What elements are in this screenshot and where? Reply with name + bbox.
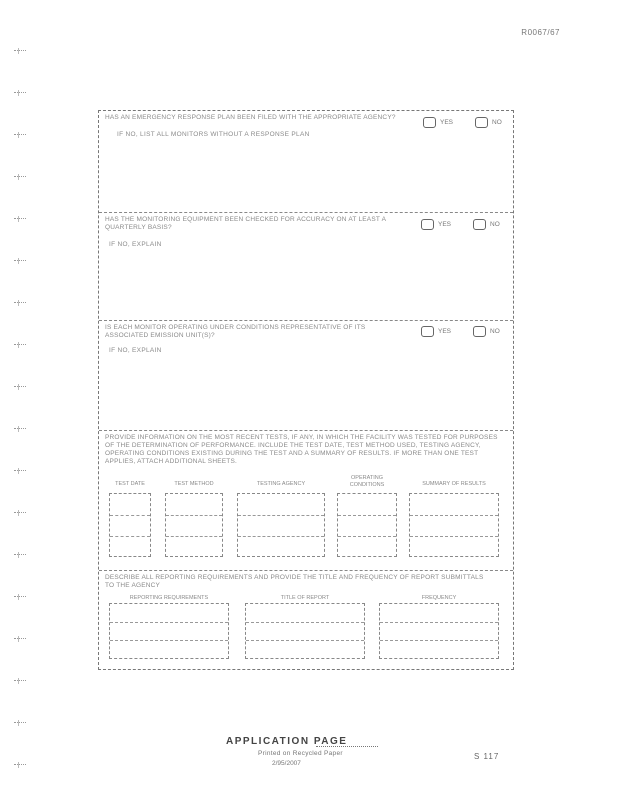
yes-checkbox-icon[interactable] bbox=[421, 326, 434, 337]
page-title: APPLICATION PAGE bbox=[226, 736, 348, 747]
question-label: HAS AN EMERGENCY RESPONSE PLAN BEEN FILED WITH THE APPROPRIATE AGENCY? bbox=[105, 114, 396, 121]
yes-option[interactable] bbox=[423, 117, 453, 128]
testing-agency-cells[interactable] bbox=[237, 493, 325, 557]
question-sub: IF NO, LIST ALL MONITORS WITHOUT A RESPONSE PLAN bbox=[117, 131, 310, 138]
section-reporting bbox=[99, 571, 513, 671]
yes-label: YES bbox=[438, 328, 452, 336]
reporting-requirements-cells[interactable] bbox=[109, 603, 229, 659]
application-form bbox=[98, 110, 514, 670]
column-header: REPORTING REQUIREMENTS bbox=[129, 595, 209, 601]
summary-results-cells[interactable] bbox=[409, 493, 499, 557]
no-label: NO bbox=[490, 328, 500, 336]
question-sub: IF NO, EXPLAIN bbox=[109, 241, 162, 248]
no-option[interactable] bbox=[473, 326, 500, 337]
no-checkbox-icon[interactable] bbox=[473, 326, 486, 337]
no-option[interactable] bbox=[475, 117, 502, 128]
yes-checkbox-icon[interactable] bbox=[421, 219, 434, 230]
column-header: FREQUENCY bbox=[421, 595, 457, 601]
footer-rule bbox=[316, 746, 378, 747]
report-title-cells[interactable] bbox=[245, 603, 365, 659]
yes-option[interactable] bbox=[421, 326, 451, 337]
test-method-cells[interactable] bbox=[165, 493, 223, 557]
binding-edge-marks bbox=[14, 30, 26, 790]
footer-date: 2/95/2007 bbox=[272, 760, 301, 767]
column-header: TESTING AGENCY bbox=[256, 481, 306, 487]
no-label: NO bbox=[490, 221, 500, 229]
yes-checkbox-icon[interactable] bbox=[423, 117, 436, 128]
yes-label: YES bbox=[440, 119, 454, 127]
column-header: TEST METHOD bbox=[174, 481, 214, 487]
section-accuracy-check bbox=[99, 213, 513, 321]
column-header: SUMMARY OF RESULTS bbox=[422, 481, 486, 487]
yes-label: YES bbox=[438, 221, 452, 229]
column-header: TITLE OF REPORT bbox=[280, 595, 330, 601]
recycled-paper-note: Printed on Recycled Paper bbox=[258, 750, 343, 757]
page-number: S 117 bbox=[474, 752, 500, 761]
no-checkbox-icon[interactable] bbox=[473, 219, 486, 230]
yes-option[interactable] bbox=[421, 219, 451, 230]
no-label: NO bbox=[492, 119, 502, 127]
section-response-plan bbox=[99, 111, 513, 213]
question-label: DESCRIBE ALL REPORTING REQUIREMENTS AND PROVIDE THE TITLE AND FREQUENCY OF REPORT SUBMITTALS TO THE AGENCY bbox=[105, 574, 484, 589]
operating-conditions-cells[interactable] bbox=[337, 493, 397, 557]
test-date-cells[interactable] bbox=[109, 493, 151, 557]
column-header: OPERATING CONDITIONS bbox=[349, 475, 385, 488]
section-recent-tests bbox=[99, 431, 513, 571]
question-sub: IF NO, EXPLAIN bbox=[109, 347, 162, 354]
no-option[interactable] bbox=[473, 219, 500, 230]
column-header: TEST DATE bbox=[115, 481, 145, 487]
document-id: R0067/67 bbox=[521, 28, 560, 37]
question-label: HAS THE MONITORING EQUIPMENT BEEN CHECKED FOR ACCURACY ON AT LEAST A QUARTERLY BASIS? bbox=[105, 216, 386, 231]
question-label: PROVIDE INFORMATION ON THE MOST RECENT TESTS, IF ANY, IN WHICH THE FACILITY WAS TESTED FOR PURPOSES OF THE DETERMINATION OF PERFORMANCE. INCLUDE THE TEST DATE, TEST METHOD USED, TESTING AGENCY, OPERATING CONDITIONS EXISTING DURING THE TEST AND A SUMMARY OF RESULTS. IF MORE THAN ONE TEST APPLIES, ATTACH ADDITIONAL SHEETS. bbox=[105, 434, 498, 465]
report-frequency-cells[interactable] bbox=[379, 603, 499, 659]
no-checkbox-icon[interactable] bbox=[475, 117, 488, 128]
section-operating-conditions bbox=[99, 321, 513, 431]
question-label: IS EACH MONITOR OPERATING UNDER CONDITIONS REPRESENTATIVE OF ITS ASSOCIATED EMISSION UNIT(S)? bbox=[105, 324, 366, 339]
